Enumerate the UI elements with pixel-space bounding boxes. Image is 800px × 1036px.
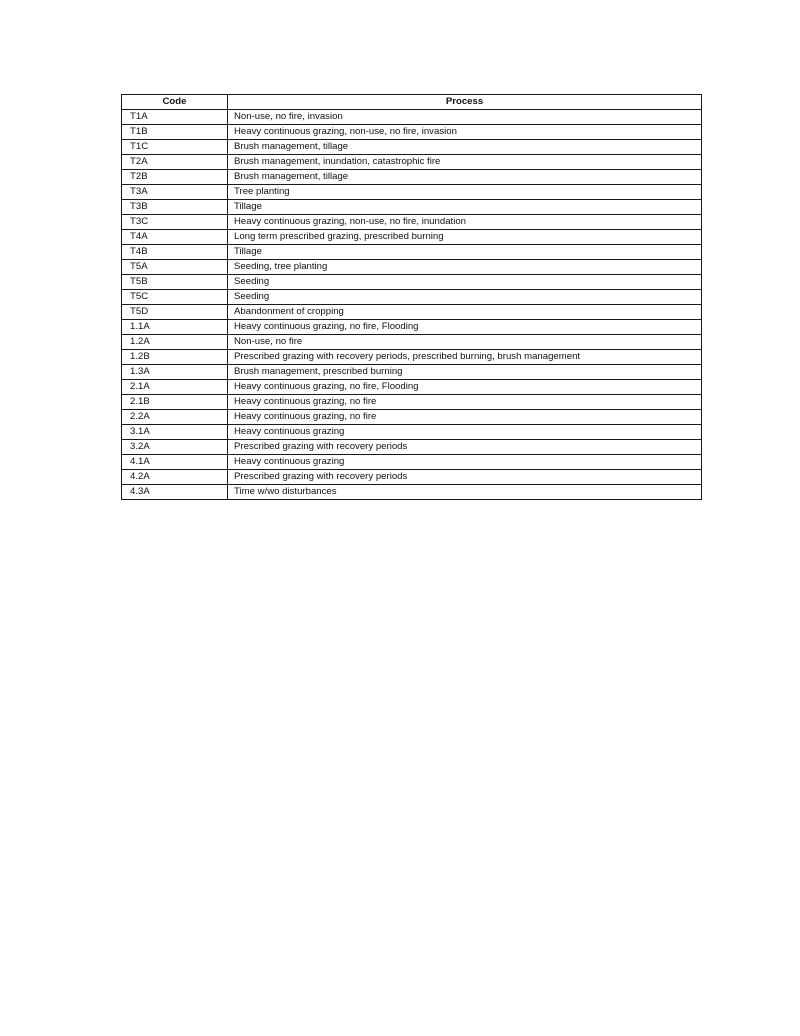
table-row [122,320,702,335]
cell-process: Non-use, no fire [228,335,702,350]
cell-code: T5D [122,305,228,320]
cell-process: Heavy continuous grazing [228,425,702,440]
cell-code: 2.1B [122,395,228,410]
table-row [122,425,702,440]
table-row [122,260,702,275]
table-row [122,485,702,500]
cell-code: T1A [122,110,228,125]
table-row [122,410,702,425]
cell-code: T5B [122,275,228,290]
cell-process: Seeding [228,275,702,290]
cell-process: Brush management, tillage [228,140,702,155]
table-body [122,110,702,500]
table-row [122,290,702,305]
process-table [121,94,702,500]
cell-process: Prescribed grazing with recovery periods [228,470,702,485]
cell-code: T1B [122,125,228,140]
table-row [122,440,702,455]
table-row [122,215,702,230]
table-header-row [122,95,702,110]
table-row [122,350,702,365]
cell-code: T3C [122,215,228,230]
cell-process: Heavy continuous grazing [228,455,702,470]
cell-code: 3.2A [122,440,228,455]
cell-code: 1.2A [122,335,228,350]
cell-process: Seeding [228,290,702,305]
cell-process: Brush management, tillage [228,170,702,185]
table-row [122,275,702,290]
cell-process: Heavy continuous grazing, non-use, no fire, inundation [228,215,702,230]
cell-process: Seeding, tree planting [228,260,702,275]
cell-code: 1.2B [122,350,228,365]
cell-code: 3.1A [122,425,228,440]
cell-process: Long term prescribed grazing, prescribed burning [228,230,702,245]
table-row [122,455,702,470]
cell-process: Brush management, prescribed burning [228,365,702,380]
table-row [122,245,702,260]
cell-code: 2.1A [122,380,228,395]
table-row [122,230,702,245]
cell-process: Heavy continuous grazing, no fire, Flooding [228,320,702,335]
table-row [122,335,702,350]
cell-code: T4A [122,230,228,245]
table-row [122,185,702,200]
cell-process: Time w/wo disturbances [228,485,702,500]
column-header-code: Code [122,95,228,110]
cell-code: 2.2A [122,410,228,425]
cell-process: Heavy continuous grazing, non-use, no fire, invasion [228,125,702,140]
table-row [122,110,702,125]
cell-process: Tillage [228,200,702,215]
table-row [122,170,702,185]
table-row [122,395,702,410]
cell-code: 4.3A [122,485,228,500]
cell-process: Heavy continuous grazing, no fire [228,395,702,410]
table-row [122,155,702,170]
cell-process: Non-use, no fire, invasion [228,110,702,125]
cell-process: Tillage [228,245,702,260]
cell-code: T3A [122,185,228,200]
table-row [122,125,702,140]
cell-code: T2A [122,155,228,170]
table-row [122,305,702,320]
table-row [122,200,702,215]
cell-process: Abandonment of cropping [228,305,702,320]
cell-code: 4.1A [122,455,228,470]
cell-code: T5A [122,260,228,275]
cell-process: Heavy continuous grazing, no fire [228,410,702,425]
table-row [122,365,702,380]
cell-process: Brush management, inundation, catastrophic fire [228,155,702,170]
cell-code: T1C [122,140,228,155]
cell-code: 1.3A [122,365,228,380]
cell-code: T3B [122,200,228,215]
cell-code: T2B [122,170,228,185]
table-row [122,380,702,395]
cell-code: T5C [122,290,228,305]
table-row [122,140,702,155]
table-row [122,470,702,485]
cell-code: T4B [122,245,228,260]
cell-code: 1.1A [122,320,228,335]
cell-process: Prescribed grazing with recovery periods [228,440,702,455]
cell-process: Tree planting [228,185,702,200]
column-header-process: Process [228,95,702,110]
cell-process: Heavy continuous grazing, no fire, Flooding [228,380,702,395]
cell-process: Prescribed grazing with recovery periods, prescribed burning, brush management [228,350,702,365]
cell-code: 4.2A [122,470,228,485]
